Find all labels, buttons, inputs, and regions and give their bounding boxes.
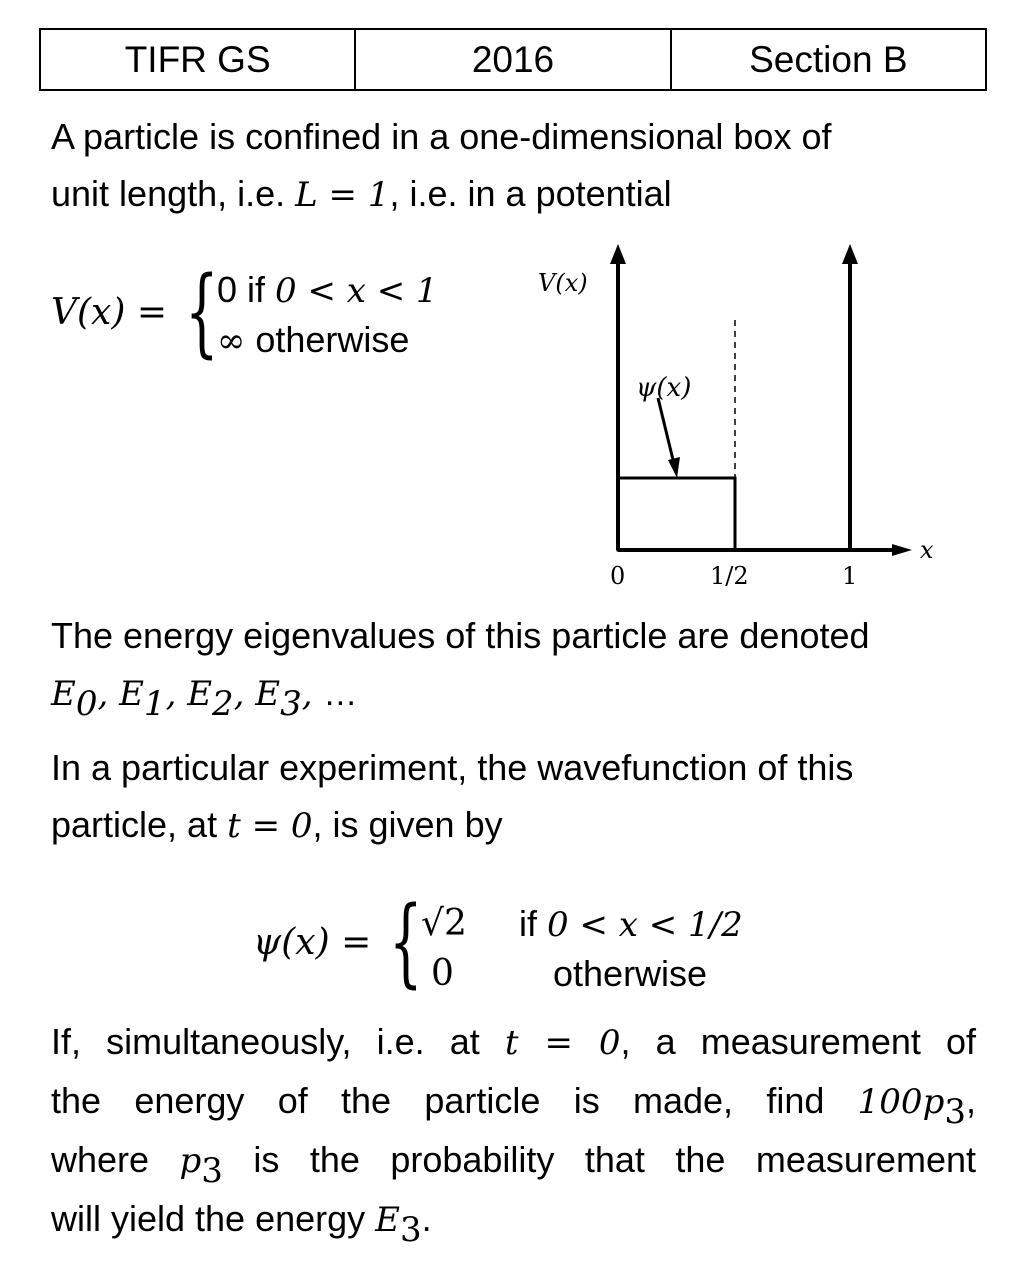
experiment-line-1: In a particular experiment, the wavefunction of this [51,747,854,788]
potential-lhs: V(x) = [51,292,167,333]
wavefunction-brace: { [389,886,423,998]
tick-half: 1/2 [710,562,749,590]
eigenvalue-ellipsis: … [323,675,358,713]
eigen-line-1: The energy eigenvalues of this particle are denoted [51,615,870,656]
question-line-3: where $p_3$ is the probability that the measurement [51,1139,976,1192]
psi-label: ψ(x) [636,373,692,403]
x-axis-arrowhead [892,544,912,556]
eigenvalue-subscript: 3 [280,684,302,725]
eigenvalue-symbol: E [51,674,76,714]
wavefunction-equation [253,886,793,998]
question-line-2: the energy of the particle is made, find $100p_3$, [51,1080,976,1133]
eigen-list [51,664,976,723]
header-year: 2016 [354,30,669,89]
eigenvalue-symbol: E [187,674,213,714]
wavefunction-case-1-condition: if 0 < x < 1/2 [519,903,743,945]
potential-well-figure [520,238,960,598]
experiment-paragraph [51,739,976,855]
question-line-4: will yield the energy $E_3$. [51,1198,432,1251]
header-table [39,28,987,91]
x-axis-label: x [920,536,934,564]
eigenvalue-symbol: E [255,674,281,714]
potential-brace: { [185,256,219,368]
tick-1: 1 [842,562,858,590]
wavefunction-box [618,478,735,550]
intro-line-2: unit length, i.e. L = 1, i.e. in a potential [51,173,672,215]
y-axis-label: V(x) [538,269,588,297]
intro-paragraph [51,108,976,224]
experiment-line-2: particle, at t = 0, is given by [51,804,503,846]
eigenvalue-list: $E_0$, $E_1$, $E_2$, $E_3$, … [51,674,358,725]
question-paragraph [51,1013,976,1249]
potential-equation [51,256,471,368]
wavefunction-case-1-value: √2 [421,903,467,944]
eigenvalue-subscript: 1 [143,684,166,725]
header-exam: TIFR GS [124,38,271,80]
wavefunction-lhs: ψ(x) = [253,922,372,963]
left-wall-arrowhead [610,244,626,264]
right-wall-arrowhead [842,244,858,264]
eigen-paragraph [51,607,976,723]
eigenvalue-symbol: E [119,674,144,714]
potential-case-1: 0 if 0 < x < 1 [217,269,438,311]
time-equation: t = 0 [227,806,313,846]
eigenvalue-subscript: 0 [75,684,98,725]
psi-arrowhead [668,457,680,478]
tick-0: 0 [610,562,626,590]
length-equation: L = 1 [295,175,390,215]
wavefunction-case-2-value: 0 [431,953,454,994]
header-section: Section B [670,30,985,89]
wavefunction-case-2-condition: otherwise [553,953,708,994]
potential-case-2: ∞ otherwise [217,319,410,361]
eigenvalue-subscript: 2 [212,684,234,725]
question-line-1: If, simultaneously, i.e. at t = 0, a measurement of [51,1021,976,1063]
psi-arrow [658,398,675,468]
intro-line-1: A particle is confined in a one-dimensional box of [51,116,832,157]
